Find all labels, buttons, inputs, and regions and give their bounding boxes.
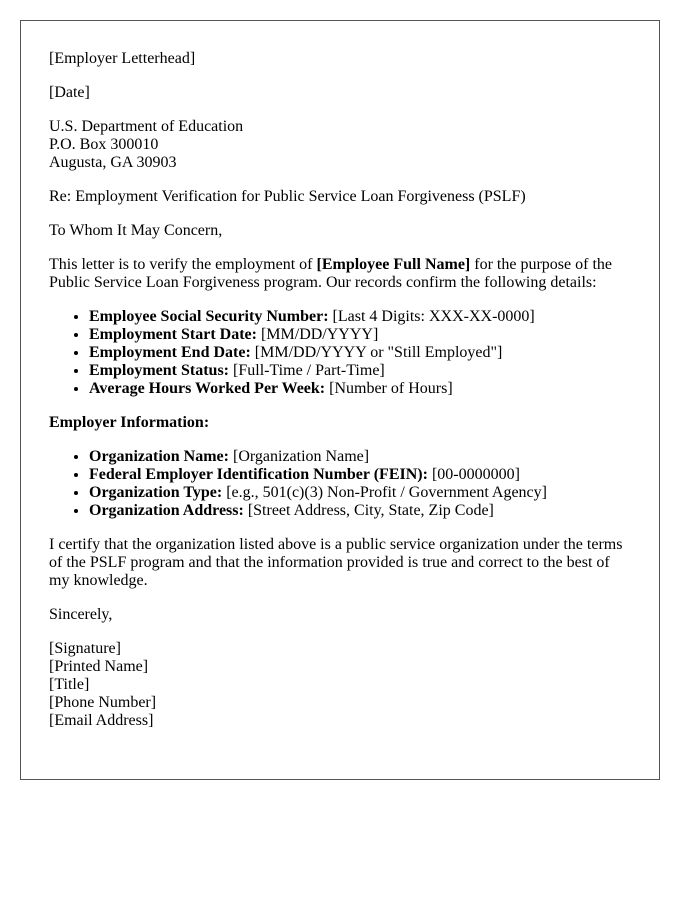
signature-block xyxy=(49,640,631,730)
salutation: To Whom It May Concern, xyxy=(49,222,223,239)
detail-label: Employee Social Security Number: xyxy=(89,308,329,325)
list-item xyxy=(89,380,631,398)
detail-label: Organization Name: xyxy=(89,448,229,465)
detail-label: Average Hours Worked Per Week: xyxy=(89,380,326,397)
closing: Sincerely, xyxy=(49,606,113,623)
certification-paragraph: I certify that the organization listed above is a public service organization under the terms of the PSLF program and that the information provided is true and correct to the best of my knowledge. xyxy=(49,536,623,589)
detail-value: [Full-Time / Part-Time] xyxy=(229,362,385,379)
subject-line: Re: Employment Verification for Public Service Loan Forgiveness (PSLF) xyxy=(49,188,526,205)
employer-letterhead: [Employer Letterhead] xyxy=(49,50,196,67)
detail-label: Employment Status: xyxy=(89,362,230,379)
detail-value: [Last 4 Digits: XXX-XX-0000] xyxy=(328,308,535,325)
list-item xyxy=(89,502,631,520)
detail-label: Organization Type: xyxy=(89,484,223,501)
list-item xyxy=(89,344,631,362)
signature-placeholder: [Signature] xyxy=(49,640,121,657)
list-item xyxy=(89,308,631,326)
detail-value: [Street Address, City, State, Zip Code] xyxy=(243,502,494,519)
letter-page xyxy=(20,20,660,780)
intro-after: for the purpose of the Public Service Loan Forgiveness program. Our records confirm the following details: xyxy=(49,256,612,291)
employee-name-placeholder: [Employee Full Name] xyxy=(316,256,471,273)
detail-value: [MM/DD/YYYY] xyxy=(256,326,379,343)
recipient-line-1: U.S. Department of Education xyxy=(49,118,244,135)
recipient-address xyxy=(49,118,631,172)
detail-value: [00-0000000] xyxy=(427,466,520,483)
phone-placeholder: [Phone Number] xyxy=(49,694,157,711)
detail-label: Organization Address: xyxy=(89,502,244,519)
detail-value: [Organization Name] xyxy=(228,448,370,465)
detail-value: [e.g., 501(c)(3) Non-Profit / Government Agency] xyxy=(222,484,547,501)
recipient-line-3: Augusta, GA 30903 xyxy=(49,154,177,171)
recipient-line-2: P.O. Box 300010 xyxy=(49,136,159,153)
list-item xyxy=(89,362,631,380)
employer-info-heading: Employer Information: xyxy=(49,414,210,431)
employer-details-list xyxy=(49,448,631,520)
employee-details-list xyxy=(49,308,631,398)
letter-date: [Date] xyxy=(49,84,90,101)
detail-label: Employment End Date: xyxy=(89,344,251,361)
intro-before: This letter is to verify the employment of xyxy=(49,256,317,273)
detail-value: [Number of Hours] xyxy=(325,380,453,397)
printed-name-placeholder: [Printed Name] xyxy=(49,658,149,675)
detail-label: Employment Start Date: xyxy=(89,326,257,343)
title-placeholder: [Title] xyxy=(49,676,90,693)
list-item xyxy=(89,326,631,344)
intro-paragraph xyxy=(49,256,631,292)
list-item xyxy=(89,484,631,502)
list-item xyxy=(89,448,631,466)
list-item xyxy=(89,466,631,484)
email-placeholder: [Email Address] xyxy=(49,712,154,729)
detail-value: [MM/DD/YYYY or "Still Employed"] xyxy=(250,344,503,361)
detail-label: Federal Employer Identification Number (FEIN): xyxy=(89,466,428,483)
